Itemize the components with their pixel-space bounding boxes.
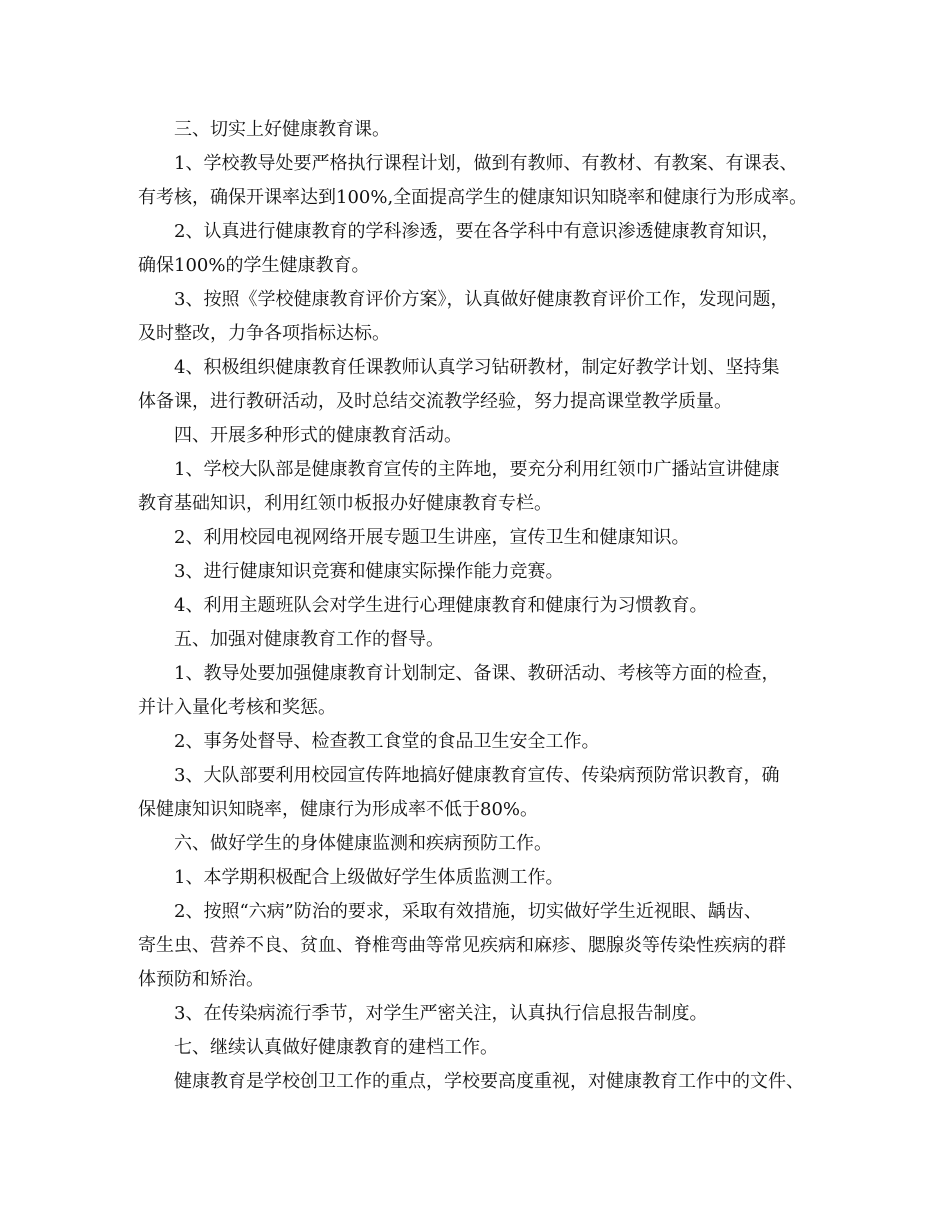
paragraph [138, 147, 818, 215]
paragraph-line: 3、大队部要利用校园宣传阵地搞好健康教育宣传、传染病预防常识教育，确 [174, 765, 780, 786]
paragraph-line: 3、在传染病流行季节，对学生严密关注，认真执行信息报告制度。 [174, 1003, 708, 1024]
paragraph-line: 2、事务处督导、检查教工食堂的食品卫生安全工作。 [174, 731, 600, 752]
paragraph-line: 及时整改，力争各项指标达标。 [138, 323, 390, 344]
paragraph [138, 283, 818, 351]
paragraph-line: 4、利用主题班队会对学生进行心理健康教育和健康行为习惯教育。 [174, 595, 708, 616]
paragraph-line: 1、学校教导处要严格执行课程计划，做到有教师、有教材、有教案、有课表、 [174, 153, 798, 174]
paragraph-line: 教育基础知识，利用红领巾板报办好健康教育专栏。 [138, 493, 552, 514]
paragraph-line: 4、积极组织健康教育任课教师认真学习钻研教材，制定好教学计划、坚持集 [174, 357, 780, 378]
paragraph [138, 419, 818, 453]
paragraph [138, 725, 818, 759]
paragraph [138, 657, 818, 725]
paragraph-line: 七、继续认真做好健康教育的建档工作。 [174, 1037, 498, 1058]
paragraph-line: 四、开展多种形式的健康教育活动。 [174, 425, 462, 446]
paragraph [138, 759, 818, 827]
paragraph-line: 体备课，进行教研活动，及时总结交流教学经验，努力提高课堂教学质量。 [138, 391, 732, 412]
paragraph [138, 351, 818, 419]
paragraph [138, 997, 818, 1031]
paragraph [138, 453, 818, 521]
paragraph-line: 体预防和矫治。 [138, 969, 264, 990]
paragraph [138, 1065, 818, 1099]
paragraph-line: 1、学校大队部是健康教育宣传的主阵地，要充分利用红领巾广播站宣讲健康 [174, 459, 780, 480]
paragraph-line: 寄生虫、营养不良、贫血、脊椎弯曲等常见疾病和麻疹、腮腺炎等传染性疾病的群 [138, 935, 786, 956]
paragraph [138, 555, 818, 589]
paragraph-line: 2、按照“六病”防治的要求，采取有效措施，切实做好学生近视眼、龋齿、 [174, 901, 762, 922]
paragraph-line: 3、按照《学校健康教育评价方案》，认真做好健康教育评价工作，发现问题， [174, 289, 789, 310]
paragraph-line: 三、切实上好健康教育课。 [174, 119, 390, 140]
paragraph [138, 623, 818, 657]
paragraph-line: 确保100%的学生健康教育。 [138, 255, 370, 276]
paragraph-line: 1、教导处要加强健康教育计划制定、备课、教研活动、考核等方面的检查， [174, 663, 780, 684]
paragraph-line: 保健康知识知晓率，健康行为形成率不低于80%。 [138, 799, 539, 820]
paragraph-line: 五、加强对健康教育工作的督导。 [174, 629, 444, 650]
paragraph [138, 113, 818, 147]
paragraph-line: 2、利用校园电视网络开展专题卫生讲座，宣传卫生和健康知识。 [174, 527, 690, 548]
paragraph [138, 827, 818, 861]
paragraph [138, 589, 818, 623]
paragraph [138, 861, 818, 895]
paragraph [138, 215, 818, 283]
paragraph-line: 六、做好学生的身体健康监测和疾病预防工作。 [174, 833, 552, 854]
paragraph-line: 有考核，确保开课率达到100%,全面提高学生的健康知识知晓率和健康行为形成率。 [138, 187, 808, 208]
paragraph [138, 521, 818, 555]
document-body [138, 113, 818, 1099]
paragraph-line: 3、进行健康知识竞赛和健康实际操作能力竞赛。 [174, 561, 564, 582]
paragraph-line: 并计入量化考核和奖惩。 [138, 697, 336, 718]
paragraph [138, 1031, 818, 1065]
paragraph-line: 1、本学期积极配合上级做好学生体质监测工作。 [174, 867, 564, 888]
paragraph-line: 2、认真进行健康教育的学科渗透，要在各学科中有意识渗透健康教育知识， [174, 221, 780, 242]
paragraph [138, 895, 818, 997]
paragraph-line: 健康教育是学校创卫工作的重点，学校要高度重视，对健康教育工作中的文件、 [174, 1071, 804, 1092]
